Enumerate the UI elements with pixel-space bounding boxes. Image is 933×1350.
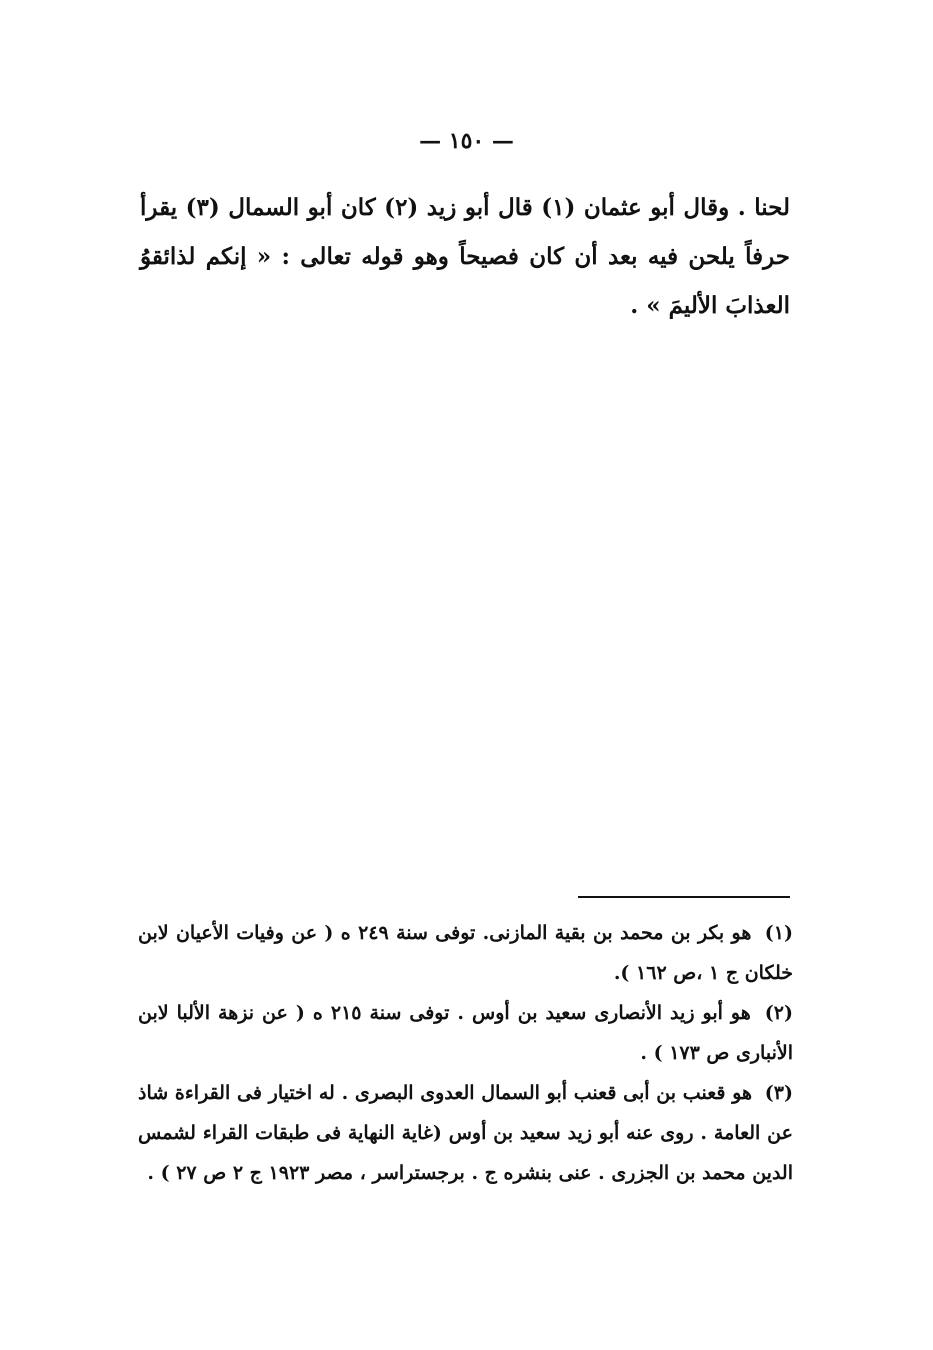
main-paragraph: لحنا . وقال أبو عثمان (١) قال أبو زيد (٢) كان أبو السمال (٣) يقرأ حرفاً يلحن فيه بعد أن كان فصيحاً وهو قوله تعالى : « إنكم لذائقوُ العذابَ الأليمَ » . xyxy=(140,194,791,319)
footnote-marker: (١) xyxy=(764,922,793,944)
footnote-divider xyxy=(578,896,790,898)
page-number: — ١٥٠ — xyxy=(419,128,514,154)
footnote-text: هو قعنب بن أبى قعنب أبو السمال العدوى البصرى . له اختيار فى القراءة شاذ عن العامة . روى عنه أبو زيد سعيد بن أوس (غاية النهاية فى طبقات القراء لشمس الدين محمد بن الجزرى . عنى بنشره ج . برجستراسر ، مصر ١٩٢٣ ج ٢ ص ٢٧ ) . xyxy=(138,1082,793,1184)
footnote-1 xyxy=(138,913,793,993)
footnote-marker: (٣) xyxy=(764,1082,793,1104)
main-text xyxy=(140,183,790,330)
footnote-text: هو بكر بن محمد بن بقية المازنى. توفى سنة ٢٤٩ ه ( عن وفيات الأعيان لابن خلكان ج ١ ،ص ١٦٢ ). xyxy=(138,922,793,984)
footnote-3 xyxy=(138,1073,793,1193)
footnote-2 xyxy=(138,993,793,1073)
footnote-marker: (٢) xyxy=(764,1002,793,1024)
footnotes xyxy=(138,913,793,1193)
footnote-text: هو أبو زيد الأنصارى سعيد بن أوس . توفى سنة ٢١٥ ه ( عن نزهة الألبا لابن الأنبارى ص ١٧٣ ) . xyxy=(138,1002,793,1064)
